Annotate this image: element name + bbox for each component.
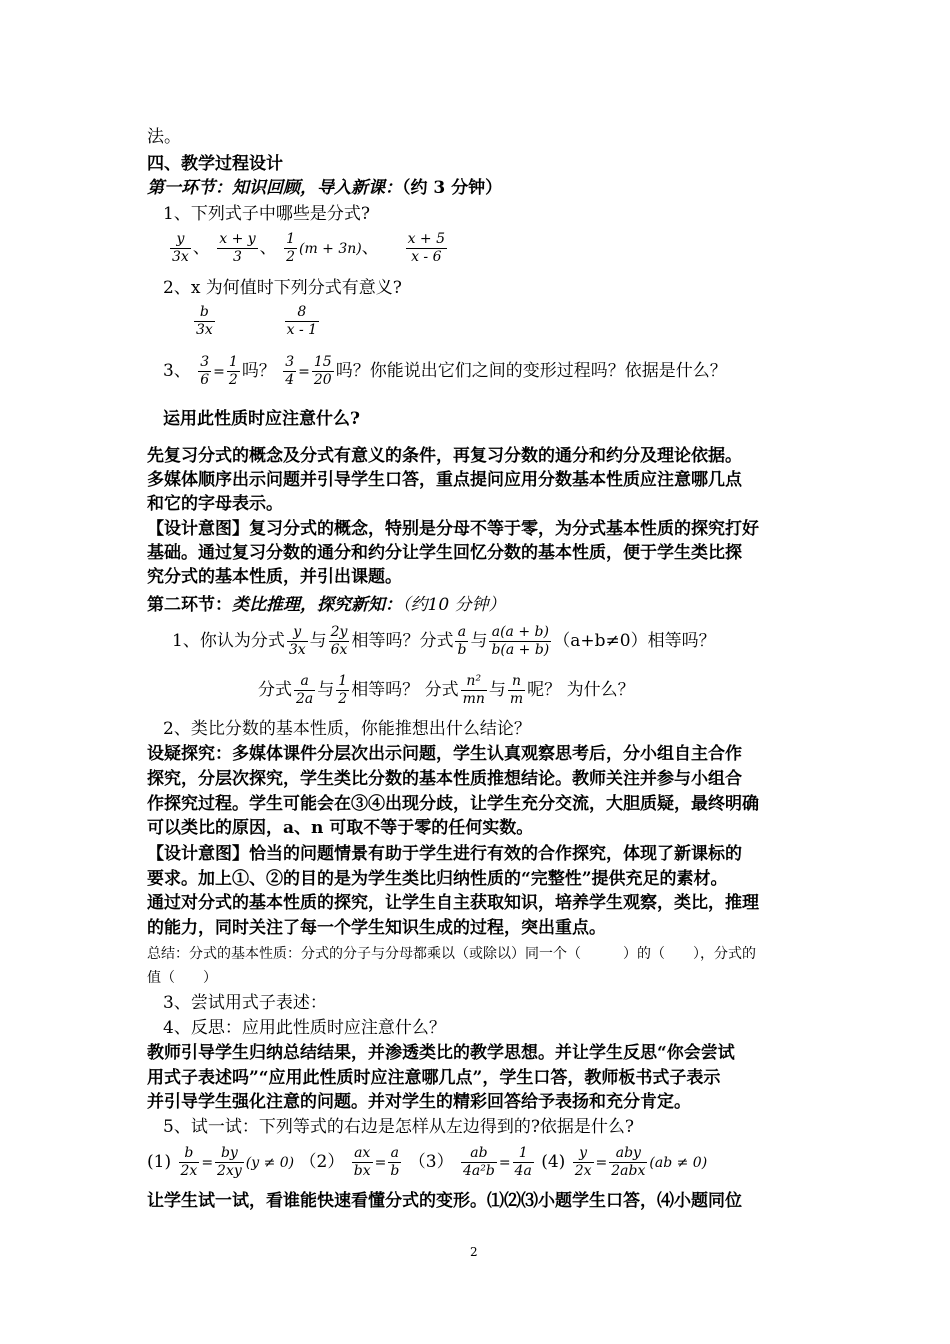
question-2: 2、x 为何值时下列分式有意义? [163,278,402,298]
question-b3: 3、尝试用式子表述： [163,993,327,1013]
fraction: $\frac{y}{3x}$ [172,231,189,265]
section-heading: 四、教学过程设计 [147,154,283,174]
paragraph-line: 究分式的基本性质，并引出课题。 [147,567,402,587]
fraction: $\frac{x + y}{3}$ [219,231,256,265]
fraction: $\frac{y}{3x}$ [288,624,306,658]
page-number: 2 [470,1245,478,1259]
fraction: $\frac{b}{2x}$ [180,1145,198,1179]
paragraph-line: 和它的字母表示。 [147,494,283,514]
fraction: $\frac{3}{6}$ [200,354,210,388]
question-b5: 5、试一试：下列等式的右边是怎样从左边得到的?依据是什么? [163,1117,635,1137]
fraction: $\frac{\text{aby}}{\text{2abx}}$ [611,1145,646,1179]
paragraph-line: 让学生试一试，看谁能快速看懂分式的变形。⑴⑵⑶小题学生口答，⑷小题同位 [147,1191,742,1211]
fraction: $\frac{a}{2a}$ [296,673,314,707]
analogy-question-2: 分式 $\frac{a}{2a}$ 与 $\frac{1}{2}$ 相等吗？ 分式 $\frac{\text{n²}}{mn}$ 与 $\frac{n}{m}$ 呢？ 为什么？ [258,673,635,707]
fraction: $\frac{1}{2}$ [286,231,295,265]
paragraph-line: 探究，分层次探究，学生类比分数的基本性质推想结论。教师关注并参与小组合 [147,769,742,789]
fraction-list-1: $\frac{y}{3x}$ 、 $\frac{x + y}{3}$ 、 $\frac{1}{2}$ (m + 3n)、 $\frac{x + 5}{x - 6}$ [172,231,445,265]
analogy-question-1: 1、你认为分式 $\frac{y}{3x}$ 与 $\frac{2y}{6x}$ 相等吗？分式 $\frac{a}{b}$ 与 $\frac{a(a + b)}{b(a + b)}$ （a+b≠0）相等吗？ [172,624,716,658]
fraction: $\frac{1}{4a}$ [514,1145,532,1179]
fraction: $\frac{8}{x - 1}$ [286,304,318,338]
fraction: $\frac{a}{b}$ [457,624,467,658]
paragraph-line: 的能力，同时关注了每一个学生知识生成的过程，突出重点。 [147,918,606,938]
fraction: $\frac{\text{n²}}{mn}$ [462,673,485,707]
question-3: 3、 $\frac{3}{6}$ = $\frac{1}{2}$ 吗？ $\frac{3}{4}$ = $\frac{15}{20}$ 吗？你能说出它们之间的变形过程吗？依据是什么？ [163,354,727,388]
question-1: 1、下列式子中哪些是分式? [163,204,370,224]
text-line: 法。 [147,127,181,147]
stage-heading-1 [147,176,502,200]
summary-line: 总结：分式的基本性质：分式的分子与分母都乘以（或除以）同一个（ ）的（ ），分式的 [147,946,756,962]
fraction: $\frac{ax}{bx}$ [353,1145,371,1179]
paragraph-line: 可以类比的原因，a、n 可取不等于零的任何实数。 [147,818,534,838]
question-b4: 4、反思：应用此性质时应注意什么？ [163,1018,446,1038]
analogy-question-3: 2、类比分数的基本性质，你能推想出什么结论？ [163,719,531,739]
fraction: $\frac{y}{2x}$ [574,1145,592,1179]
paragraph-line: 用式子表述吗”“应用此性质时应注意哪几点”，学生口答，教师板书式子表示 [147,1068,721,1088]
fraction: $\frac{1}{2}$ [228,354,238,388]
fraction: $\frac{x + 5}{x - 6}$ [407,231,445,265]
paragraph-line: 【设计意图】恰当的问题情景有助于学生进行有效的合作探究，体现了新课标的 [147,844,742,864]
fraction: $\frac{ab}{\text{4a²b}}$ [462,1145,495,1179]
paragraph-line: 作探究过程。学生可能会在③④出现分歧，让学生充分交流，大胆质疑，最终明确 [147,794,759,814]
fraction: $\frac{2y}{6x}$ [330,624,348,658]
fraction: $\frac{15}{20}$ [313,354,332,388]
fraction: $\frac{b}{3x}$ [196,304,213,338]
stage-title: 第一环节：知识回顾，导入新课： [147,178,402,198]
fraction: $\frac{a(a + b)}{b(a + b)}$ [491,624,550,658]
paragraph-line: 先复习分式的概念及分式有意义的条件，再复习分数的通分和约分及理论依据。 [147,446,742,466]
fraction: $\frac{n}{m}$ [509,673,524,707]
paragraph-line: 并引导学生强化注意的问题。并对学生的精彩回答给予表扬和充分肯定。 [147,1092,691,1112]
paragraph-line: 设疑探究：多媒体课件分层次出示问题，学生认真观察思考后，分小组自主合作 [147,744,742,764]
paragraph-line: 通过对分式的基本性质的探究，让学生自主获取知识，培养学生观察，类比，推理 [147,893,759,913]
fraction-list-2 [192,301,321,341]
fraction: $\frac{3}{4}$ [285,354,295,388]
stage-heading-2: 第二环节：类比推理，探究新知：（约10 分钟） [147,595,506,615]
question-3-note: 运用此性质时应注意什么? [163,409,360,429]
exercise-row: (1) $\frac{b}{2x}$ = $\frac{by}{2xy}$ (y ≠ 0) （2） $\frac{ax}{bx}$ = $\frac{a}{b}$ （3） $\frac{ab}{\text{4a²b}}$ = $\frac{1}{4a}$ (4) $\frac{y}{2x}$ = $\frac{\text{aby}}{\text{2abx}}$ (ab ≠ 0) [147,1145,708,1179]
paragraph-line: 多媒体顺序出示问题并引导学生口答，重点提问应用分数基本性质应注意哪几点 [147,470,742,490]
paragraph-line: 【设计意图】复习分式的概念，特别是分母不等于零，为分式基本性质的探究打好 [147,519,759,539]
summary-line: 值（ ） [147,970,217,986]
stage-duration: （约 3 分钟） [402,178,503,198]
fraction: $\frac{a}{b}$ [390,1145,400,1179]
fraction: $\frac{by}{2xy}$ [217,1145,242,1179]
fraction: $\frac{1}{2}$ [338,673,348,707]
paragraph-line: 基础。通过复习分数的通分和约分让学生回忆分数的基本性质，便于学生类比探 [147,543,742,563]
paragraph-line: 教师引导学生归纳总结结果，并渗透类比的教学思想。并让学生反思“你会尝试 [147,1043,735,1063]
paragraph-line: 要求。加上①、②的目的是为学生类比归纳性质的“完整性”提供充足的素材。 [147,869,728,889]
